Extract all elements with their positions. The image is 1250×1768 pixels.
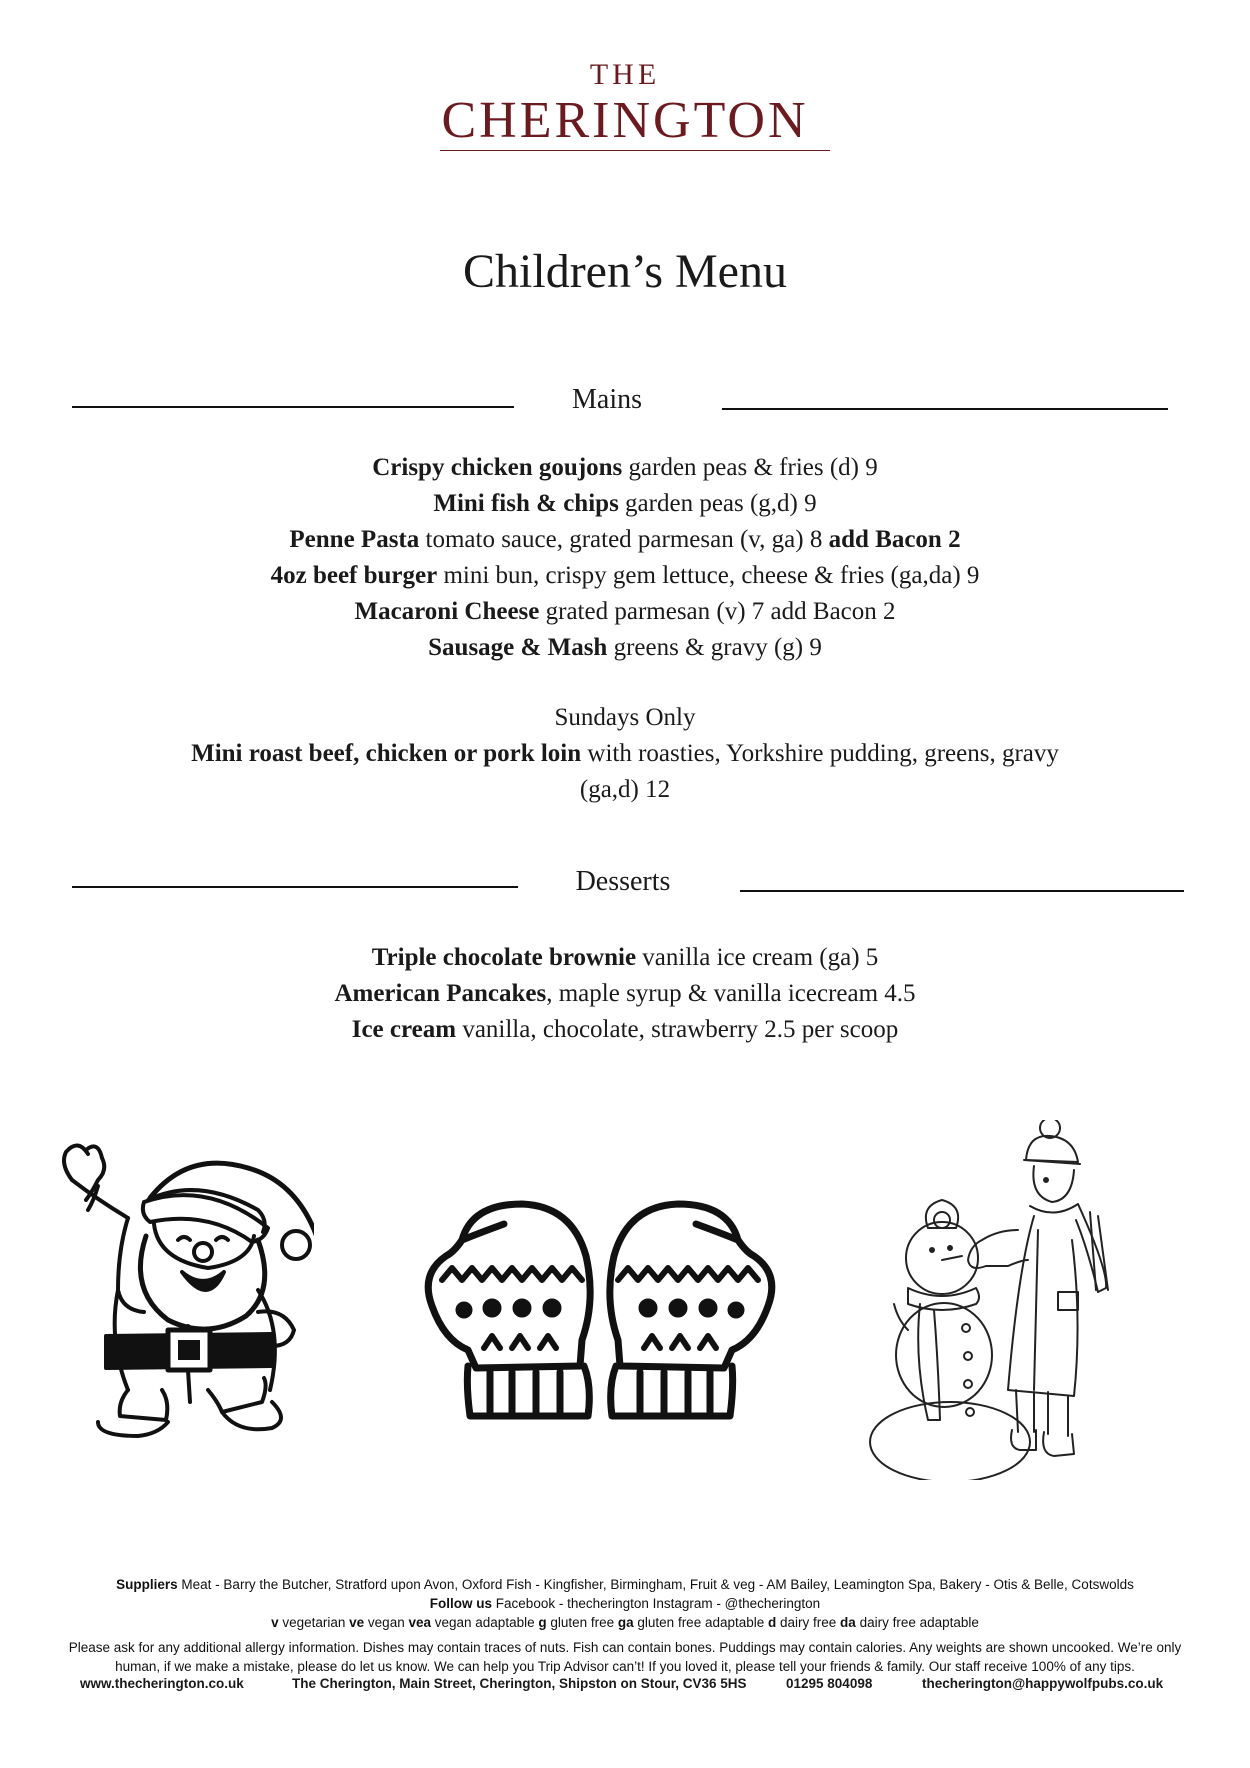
item-name: American Pancakes bbox=[334, 980, 547, 1007]
suppliers-label: Suppliers bbox=[116, 1577, 178, 1592]
item-name: 4oz beef burger bbox=[270, 562, 438, 589]
item-name: Sausage & Mash bbox=[428, 634, 608, 661]
item-name: Penne Pasta bbox=[289, 526, 420, 553]
key-text: gluten free bbox=[546, 1615, 618, 1630]
item-desc: vanilla ice cream (ga) 5 bbox=[636, 944, 879, 971]
key-code: ga bbox=[617, 1615, 634, 1630]
sunday-item bbox=[0, 736, 1250, 772]
allergy-line-2: human, if we make a mistake, please do let us know. We can help you Trip Advisor can’t! If you loved it, please tell your friends & family. Our staff receive 100% of any tips. bbox=[115, 1659, 1135, 1674]
footer-info bbox=[0, 1575, 1250, 1632]
key-code: vea bbox=[408, 1615, 431, 1630]
logo-underline bbox=[440, 150, 830, 151]
sunday-item-line2: (ga,d) 12 bbox=[579, 776, 671, 803]
allergy-info bbox=[0, 1638, 1250, 1676]
key-text: vegetarian bbox=[278, 1615, 350, 1630]
key-text: dairy free adaptable bbox=[855, 1615, 979, 1630]
item-name: Macaroni Cheese bbox=[354, 598, 540, 625]
item-desc: garden peas (g,d) 9 bbox=[618, 490, 817, 517]
item-name: Ice cream bbox=[351, 1016, 457, 1043]
menu-item bbox=[0, 450, 1250, 486]
suppliers-line bbox=[0, 1575, 1250, 1594]
follow-line bbox=[0, 1594, 1250, 1613]
item-desc: tomato sauce, grated parmesan (v, ga) 8 bbox=[419, 526, 829, 553]
logo-the: THE bbox=[589, 58, 661, 91]
phone-text: 01295 804098 bbox=[786, 1676, 873, 1691]
menu-item bbox=[0, 558, 1250, 594]
item-desc: garden peas & fries (d) 9 bbox=[622, 454, 878, 481]
item-desc: with roasties, Yorkshire pudding, greens, gravy bbox=[581, 740, 1059, 767]
desserts-heading bbox=[0, 866, 1250, 906]
logo bbox=[0, 58, 1250, 151]
mains-list bbox=[0, 450, 1250, 666]
item-desc: grated parmesan (v) 7 add Bacon 2 bbox=[539, 598, 896, 625]
key-code: da bbox=[840, 1615, 856, 1630]
item-name: Triple chocolate brownie bbox=[371, 944, 637, 971]
desserts-heading-label: Desserts bbox=[575, 866, 671, 897]
menu-item bbox=[0, 1012, 1250, 1048]
key-code: v bbox=[271, 1615, 279, 1630]
menu-item bbox=[0, 630, 1250, 666]
address-text: The Cherington, Main Street, Cherington, Shipston on Stour, CV36 5HS bbox=[292, 1676, 747, 1691]
key-text: vegan adaptable bbox=[431, 1615, 539, 1630]
key-text: gluten free adaptable bbox=[633, 1615, 769, 1630]
item-desc: greens & gravy (g) 9 bbox=[607, 634, 822, 661]
dietary-key bbox=[0, 1613, 1250, 1632]
logo-name: CHERINGTON bbox=[441, 92, 809, 149]
key-text: dairy free bbox=[776, 1615, 841, 1630]
key-code: ve bbox=[349, 1615, 365, 1630]
follow-label: Follow us bbox=[429, 1596, 493, 1611]
item-desc: vanilla, chocolate, strawberry 2.5 per scoop bbox=[456, 1016, 899, 1043]
email-link[interactable]: thecherington@happywolfpubs.co.uk bbox=[922, 1676, 1164, 1691]
menu-item bbox=[0, 940, 1250, 976]
item-extra: add Bacon 2 bbox=[828, 526, 961, 553]
mittens-illustration bbox=[412, 1190, 788, 1424]
key-code: d bbox=[768, 1615, 777, 1630]
menu-item bbox=[0, 976, 1250, 1012]
website-link[interactable]: www.thecherington.co.uk bbox=[80, 1676, 244, 1691]
item-name: Crispy chicken goujons bbox=[372, 454, 623, 481]
mains-rule-left bbox=[72, 406, 514, 408]
menu-item bbox=[0, 486, 1250, 522]
key-text: vegan bbox=[364, 1615, 409, 1630]
allergy-line-1: Please ask for any additional allergy information. Dishes may contain traces of nuts. Fish can contain bones. Puddings may contain calories. Any weights are shown uncooked. We’re only bbox=[68, 1640, 1182, 1655]
key-code: g bbox=[538, 1615, 547, 1630]
item-desc: mini bun, crispy gem lettuce, cheese & fries (ga,da) 9 bbox=[437, 562, 980, 589]
mains-heading-label: Mains bbox=[572, 384, 642, 415]
snowman-child-illustration bbox=[858, 1120, 1128, 1480]
page-title: Children’s Menu bbox=[463, 245, 787, 298]
sunday-heading: Sundays Only bbox=[554, 704, 696, 731]
sunday-section bbox=[0, 700, 1250, 808]
menu-item bbox=[0, 522, 1250, 558]
mains-rule-right bbox=[722, 408, 1168, 410]
desserts-list bbox=[0, 940, 1250, 1048]
desserts-rule-right bbox=[740, 890, 1184, 892]
item-name: Mini fish & chips bbox=[433, 490, 619, 517]
santa-illustration bbox=[58, 1140, 314, 1440]
suppliers-text: Meat - Barry the Butcher, Stratford upon Avon, Oxford Fish - Kingfisher, Birmingham, Fruit & veg - AM Bailey, Leamington Spa, Bakery - Otis & Belle, Cotswolds bbox=[177, 1577, 1134, 1592]
desserts-rule-left bbox=[72, 886, 518, 888]
mains-heading bbox=[0, 384, 1250, 424]
item-name: Mini roast beef, chicken or pork loin bbox=[191, 740, 582, 767]
follow-text: Facebook - thecherington Instagram - @thecherington bbox=[492, 1596, 821, 1611]
item-desc: , maple syrup & vanilla icecream 4.5 bbox=[546, 980, 916, 1007]
menu-item bbox=[0, 594, 1250, 630]
